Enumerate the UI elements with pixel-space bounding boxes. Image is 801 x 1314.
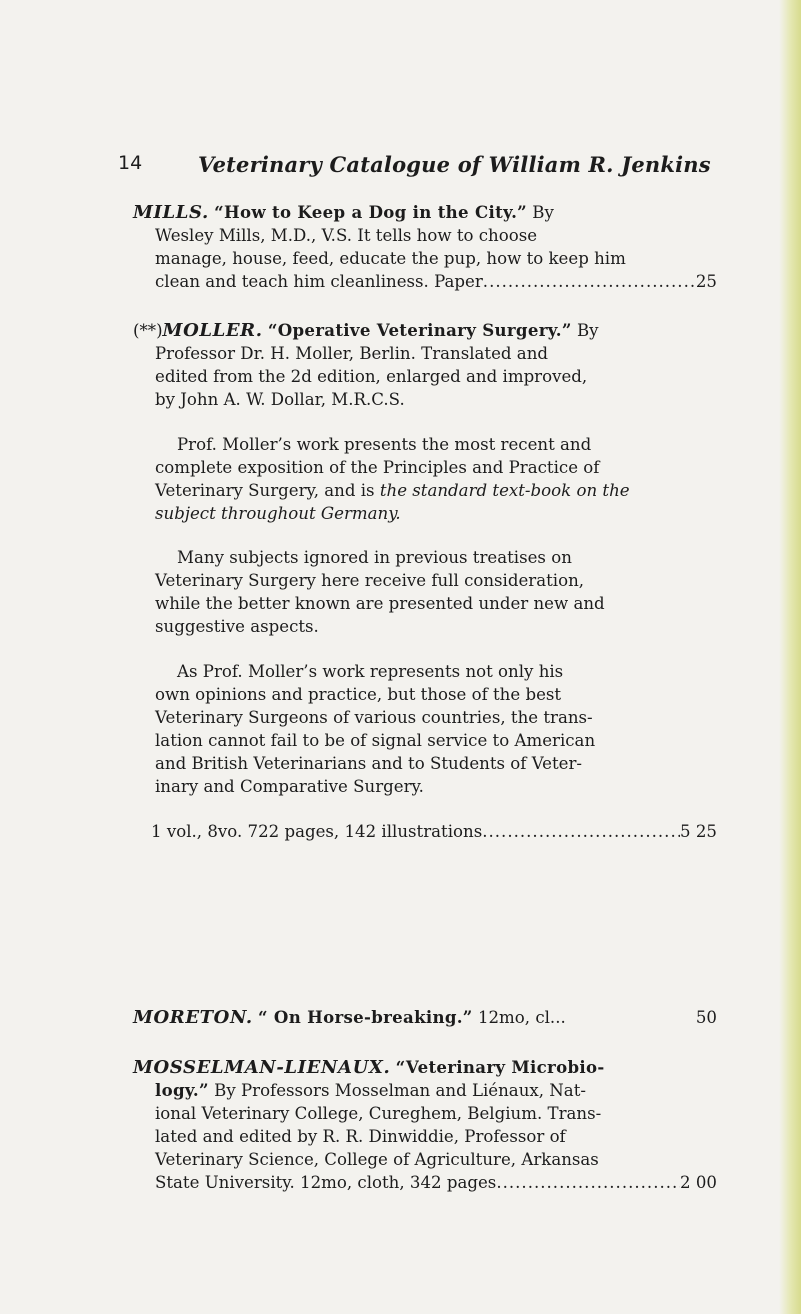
moller-para3-line: Veterinary Surgeons of various countries, the trans- — [155, 708, 593, 727]
mills-desc-line: manage, house, feed, educate the pup, how to keep him — [155, 249, 626, 268]
moreton-listing — [133, 1006, 717, 1029]
moller-para1-line: complete exposition of the Principles and Practice of — [155, 458, 600, 477]
moller-para1-italic: subject throughout Germany. — [155, 504, 401, 523]
moller-author: MOLLER. — [162, 320, 263, 341]
moller-para2-line: suggestive aspects. — [155, 617, 319, 636]
mosselman-price: 2 00 — [680, 1173, 717, 1192]
moller-para2-line: while the better known are presented under new and — [155, 594, 605, 613]
moller-para3-line: inary and Comparative Surgery. — [155, 777, 424, 796]
moreton-details: 12mo, cl... — [477, 1008, 566, 1027]
mosselman-desc-line: lated and edited by R. R. Dinwiddie, Professor of — [155, 1127, 566, 1146]
mills-author: MILLS. — [133, 202, 209, 223]
moller-listing — [133, 319, 717, 411]
mills-listing — [133, 201, 717, 270]
running-title: Veterinary Catalogue of William R. Jenkins — [198, 152, 711, 177]
running-header — [118, 152, 738, 180]
page-number: 14 — [118, 152, 143, 174]
leader-dots — [496, 1171, 680, 1194]
moller-paragraph-1 — [133, 433, 717, 525]
moreton-title: “ On Horse-breaking.” — [258, 1007, 473, 1027]
moreton-author: MORETON. — [133, 1007, 253, 1028]
mills-desc-line: Wesley Mills, M.D., V.S. It tells how to choose — [155, 226, 538, 245]
mosselman-last-line: State University. 12mo, cloth, 342 pages — [155, 1173, 497, 1192]
entry-moreton — [133, 1006, 717, 1029]
moller-price: 5 25 — [680, 822, 717, 841]
mosselman-price-row — [133, 1171, 717, 1194]
moller-desc-line: edited from the 2d edition, enlarged and improved, — [155, 367, 588, 386]
moller-para1-line: Veterinary Surgery, and is — [155, 481, 375, 500]
mosselman-listing — [133, 1056, 717, 1171]
mosselman-by: By Professors Mosselman and Liénaux, Nat- — [214, 1081, 586, 1100]
mosselman-title-cont: logy.” — [155, 1080, 209, 1100]
mosselman-desc-line: Veterinary Science, College of Agriculture, Arkansas — [155, 1150, 599, 1169]
moller-para2-line: Many subjects ignored in previous treatises on — [177, 548, 572, 567]
entry-mosselman — [133, 1056, 717, 1194]
moller-para2-line: Veterinary Surgery here receive full consideration, — [155, 571, 585, 590]
moller-desc-line: by John A. W. Dollar, M.R.C.S. — [155, 390, 405, 409]
moller-para1-line: Prof. Moller’s work presents the most recent and — [177, 435, 592, 454]
moller-paragraph-3 — [133, 660, 717, 798]
mills-price-row — [133, 270, 717, 293]
moreton-price: 50 — [695, 1008, 717, 1027]
moller-desc-line: Professor Dr. H. Moller, Berlin. Translated and — [155, 344, 549, 363]
moller-para3-line: As Prof. Moller’s work represents not only his — [177, 662, 564, 681]
mosselman-author: MOSSELMAN-LIENAUX. — [133, 1057, 391, 1078]
moller-para1-italic: the standard text-book on the — [379, 481, 630, 500]
moller-price-row — [133, 820, 717, 843]
entry-moller — [133, 319, 717, 843]
leader-dots — [483, 270, 696, 293]
moller-prefix: (**) — [133, 321, 163, 340]
leader-dots — [482, 820, 680, 843]
mills-price: 25 — [695, 272, 717, 291]
mills-last-line: clean and teach him cleanliness. Paper — [155, 272, 483, 291]
moller-details: 1 vol., 8vo. 722 pages, 142 illustrations — [151, 822, 483, 841]
moller-para3-line: own opinions and practice, but those of the best — [155, 685, 562, 704]
page-edge-discoloration — [779, 0, 801, 1314]
entry-mills — [133, 201, 717, 293]
moller-paragraph-2 — [133, 546, 717, 638]
moller-title: “Operative Veterinary Surgery.” — [267, 320, 572, 340]
mosselman-title: “Veterinary Microbio- — [395, 1057, 605, 1077]
moller-by: By — [576, 321, 599, 340]
mills-by: By — [532, 203, 554, 222]
moller-para3-line: and British Veterinarians and to Students of Veter- — [155, 754, 582, 773]
mosselman-desc-line: ional Veterinary College, Cureghem, Belgium. Trans- — [155, 1104, 602, 1123]
moller-para3-line: lation cannot fail to be of signal service to American — [155, 731, 596, 750]
mills-title: “How to Keep a Dog in the City.” — [214, 202, 527, 222]
